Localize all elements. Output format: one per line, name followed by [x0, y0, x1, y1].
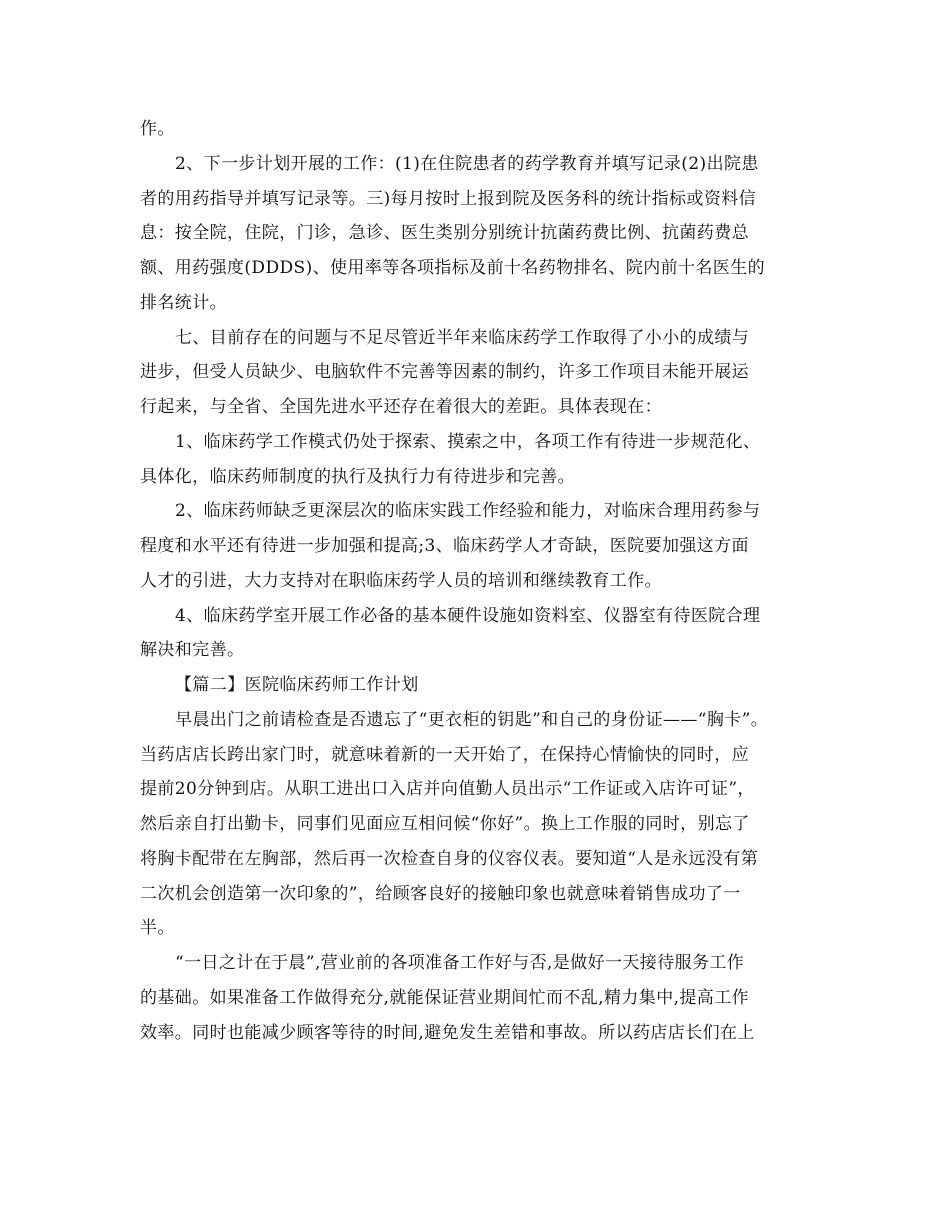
text-line: 七、目前存在的问题与不足尽管近半年来临床药学工作取得了小小的成绩与 [175, 327, 750, 348]
text-line: 提前20分钟到店。从职工进出口入店并向值勤人员出示“工作证或入店许可证”， [140, 779, 755, 800]
text-line: 额、用药强度(DDDS)、使用率等各项指标及前十名药物排名、院内前十名医生的 [140, 258, 765, 278]
text-line: 人才的引进，大力支持对在职临床药学人员的培训和继续教育工作。 [140, 570, 662, 591]
text-line: “一日之计在于晨”,营业前的各项准备工作好与否,是做好一天接待服务工作 [175, 953, 745, 973]
text-line: 当药店店长跨出家门时，就意味着新的一天开始了，在保持心情愉快的同时，应 [140, 744, 749, 765]
text-line: 效率。同时也能减少顾客等待的时间,避免发生差错和事故。所以药店店长们在上 [140, 1022, 755, 1043]
text-line: 1、临床药学工作模式仍处于探索、摸索之中，各项工作有待进一步规范化、 [175, 431, 761, 452]
section-heading: 【篇二】医院临床药师工作计划 [175, 675, 419, 695]
document-page [140, 112, 815, 1050]
text-line: 半。 [140, 918, 175, 939]
text-line: 早晨出门之前请检查是否遗忘了“更衣柜的钥匙”和自己的身份证——“胸卡”。 [175, 709, 769, 730]
text-line: 息：按全院，住院，门诊，急诊、医生类别分别统计抗菌药费比例、抗菌药费总 [140, 223, 749, 244]
text-line: 2、临床药师缺乏更深层次的临床实践工作经验和能力，对临床合理用药参与 [175, 501, 761, 522]
text-line: 者的用药指导并填写记录等。三)每月按时上报到院及医务科的统计指标或资料信 [140, 188, 757, 209]
text-line: 进步，但受人员缺少、电脑软件不完善等因素的制约，许多工作项目未能开展运 [140, 362, 749, 383]
text-line: 解决和完善。 [140, 640, 245, 661]
text-line: 4、临床药学室开展工作必备的基本硬件设施如资料室、仪器室有待医院合理 [175, 605, 761, 626]
text-line: 2、下一步计划开展的工作：(1)在住院患者的药学教育并填写记录(2)出院患 [175, 153, 759, 174]
text-line: 具体化，临床药师制度的执行及执行力有待进步和完善。 [140, 466, 575, 487]
text-line: 二次机会创造第一次印象的”，给顾客良好的接触印象也就意味着销售成功了一 [140, 883, 741, 904]
text-line: 的基础。如果准备工作做得充分,就能保证营业期间忙而不乱,精力集中,提高工作 [140, 987, 750, 1008]
text-line: 然后亲自打出勤卡，同事们见面应互相问候“你好”。换上工作服的同时，别忘了 [140, 814, 750, 834]
text-line: 排名统计。 [140, 292, 227, 313]
text-line: 将胸卡配带在左胸部，然后再一次检查自身的仪容仪表。要知道“人是永远没有第 [140, 848, 759, 869]
text-line: 程度和水平还有待进一步加强和提高;3、临床药学人才奇缺，医院要加强这方面 [140, 536, 749, 556]
text-line: 行起来，与全省、全国先进水平还存在着很大的差距。具体表现在： [140, 397, 662, 417]
text-line: 作。 [140, 119, 175, 139]
